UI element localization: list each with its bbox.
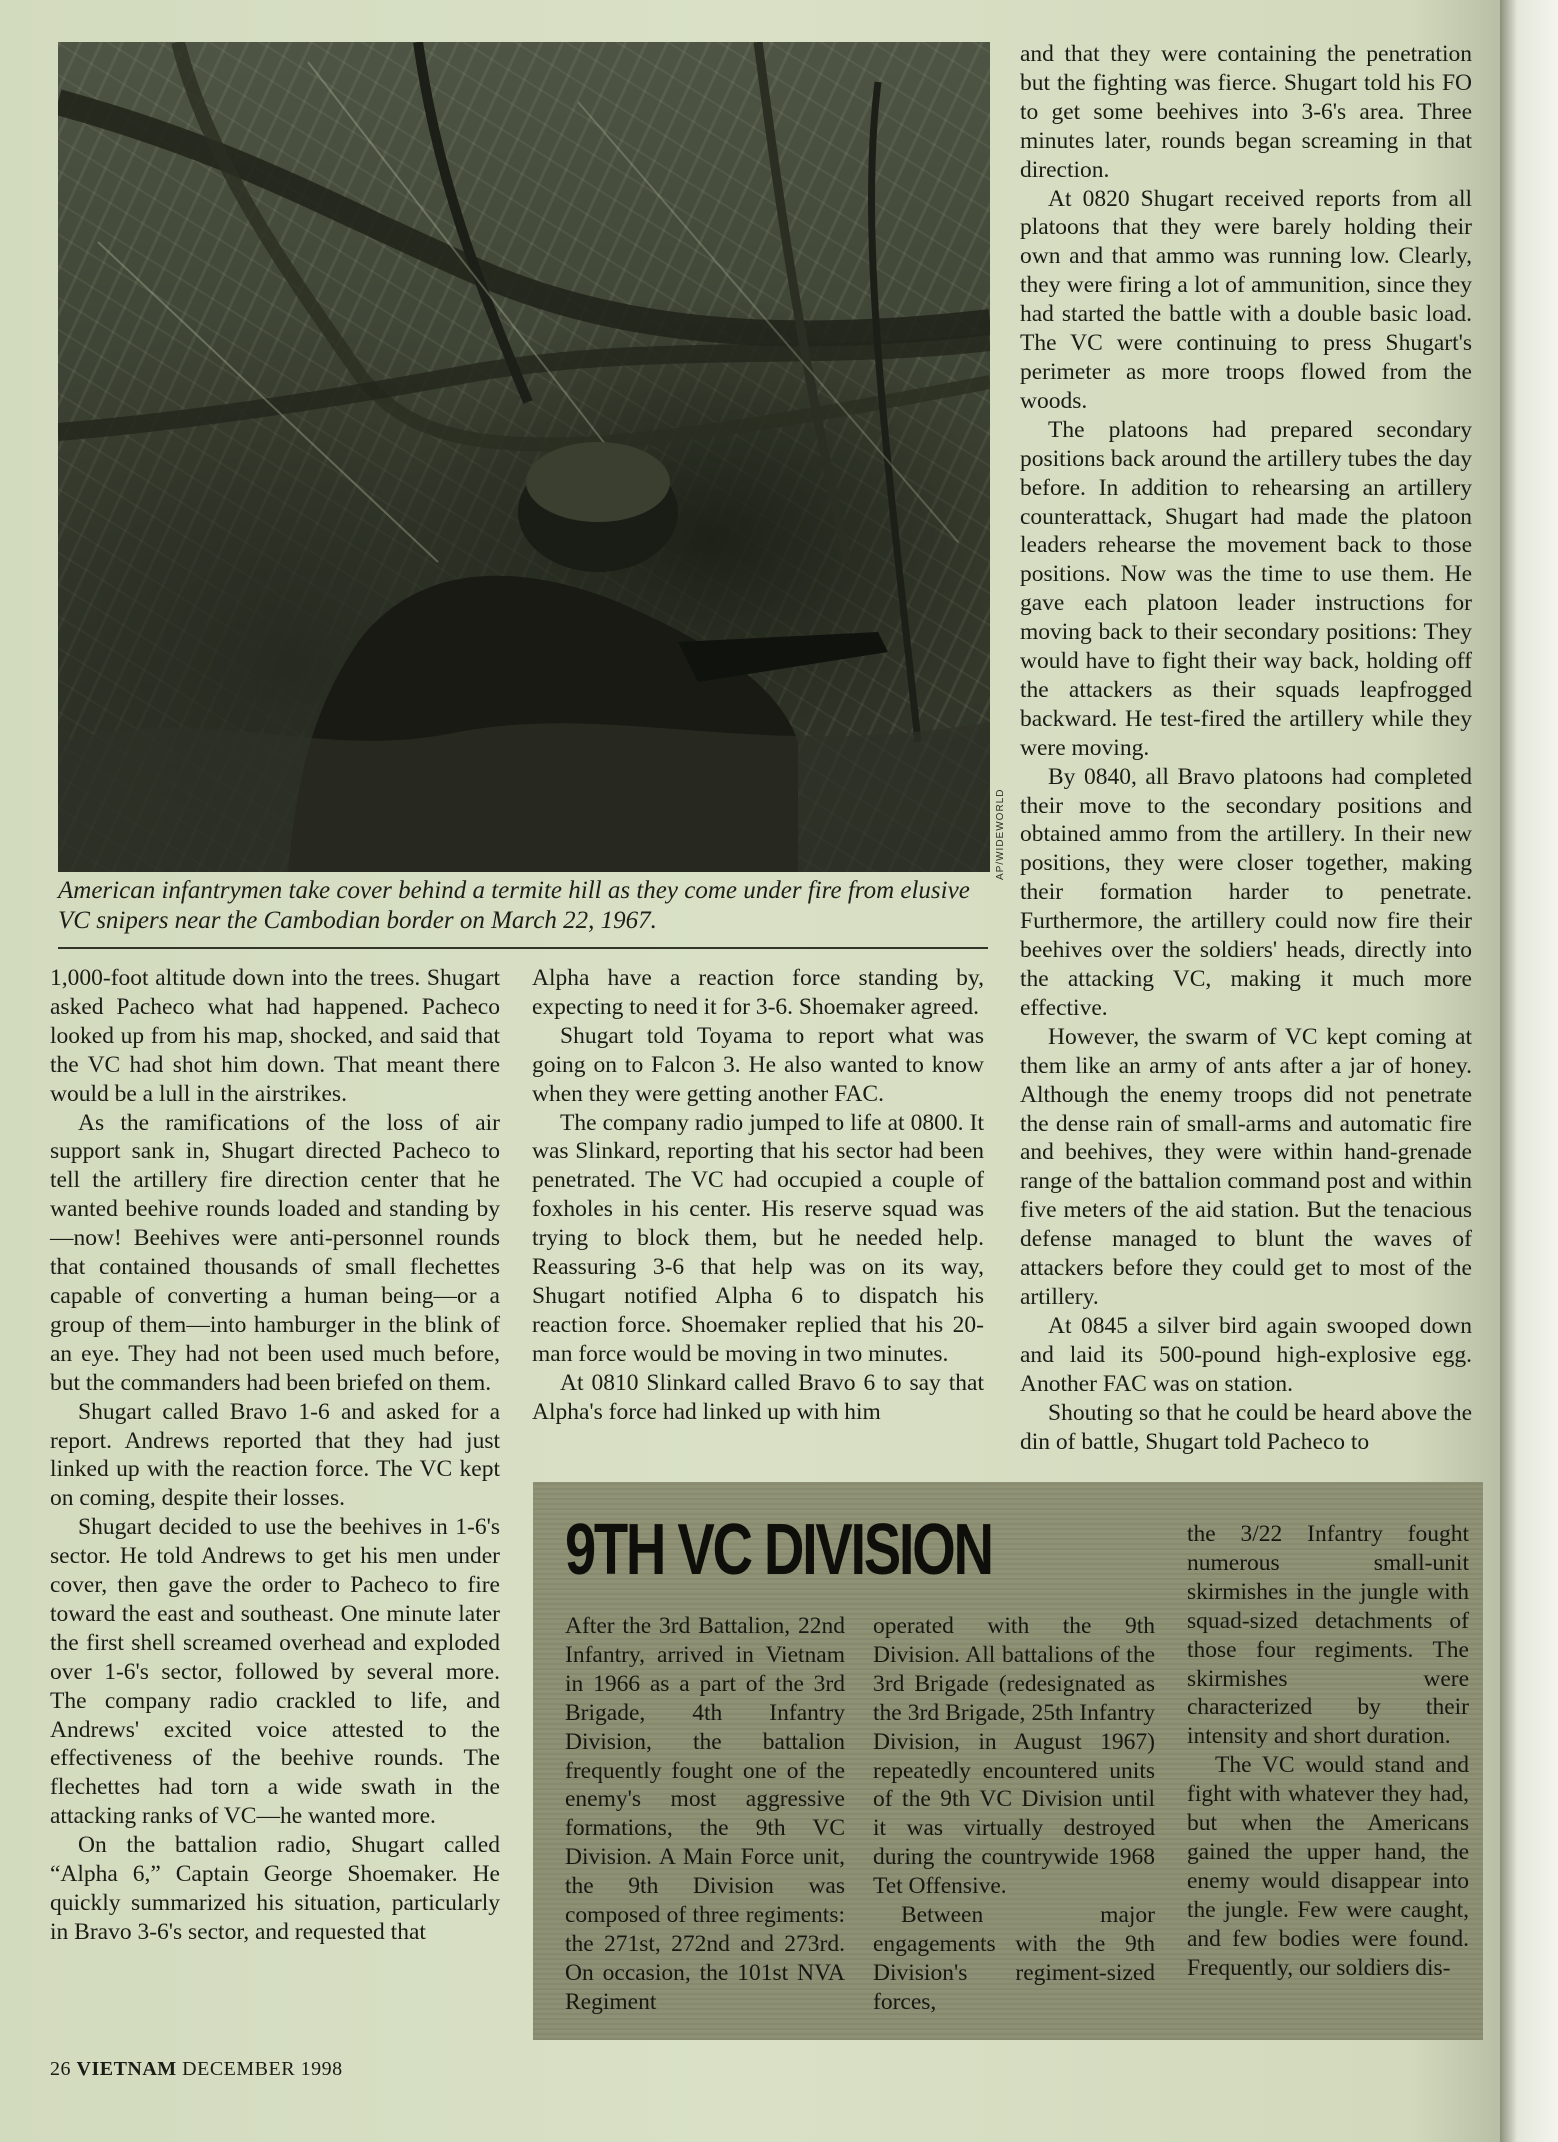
- article-column-right: [1020, 40, 1472, 1456]
- paragraph: On the battalion radio, Shugart called “Alpha 6,” Captain George Shoemaker. He quickly summarized his situation, particularly in Bravo 3-6's sector, and requested that: [50, 1832, 500, 1945]
- paragraph: By 0840, all Bravo platoons had completed their move to the secondary positions and obtained ammo from the artillery. In their new positions, they were closer together, making their formation harder to penetrate. Furthermore, the artillery could now fire their beehives over the soldiers' heads, directly into the attacking VC, making it much more effective.: [1020, 763, 1472, 1021]
- paragraph: The VC would stand and fight with whatever they had, but when the Americans gained the upper hand, the enemy would disappear into the jungle. Few were caught, and few bodies were found. Frequently, our soldiers dis-: [1187, 1752, 1469, 1981]
- paragraph: Shugart called Bravo 1-6 and asked for a report. Andrews reported that they had just linked up with the reaction force. The VC kept on coming, despite their losses.: [50, 1398, 500, 1512]
- sidebar-column-3: [1187, 1520, 1469, 1983]
- sidebar-box: [533, 1482, 1483, 2040]
- sidebar-column-1: [565, 1612, 845, 2017]
- paragraph: Alpha have a reaction force standing by, expecting to need it for 3-6. Shoemaker agreed.: [532, 965, 984, 1020]
- paragraph: At 0845 a silver bird again swooped down and laid its 500-pound high-explosive egg. Another FAC was on station.: [1020, 1312, 1472, 1397]
- photo-illustration: [58, 42, 990, 872]
- issue-date: DECEMBER 1998: [182, 2058, 343, 2080]
- photo-credit: AP/WIDEWORLD: [995, 788, 1006, 880]
- sidebar-title: 9TH VC DIVISION: [565, 1510, 992, 1590]
- article-column-2: [532, 964, 984, 1427]
- paragraph: At 0810 Slinkard called Bravo 6 to say that Alpha's force had linked up with him: [532, 1369, 984, 1425]
- article-column-1: [50, 964, 500, 1947]
- magazine-name: VIETNAM: [76, 2058, 177, 2080]
- paragraph: As the ramifications of the loss of air support sank in, Shugart directed Pacheco to tell the artillery fire direction center that he wanted beehive rounds loaded and standing by—now! Beehives were anti-personnel rounds that contained thousands of small flechettes capable of converting a human being—or a group of them—into hamburger in the blink of an eye. They had not been used much before, but the commanders had been briefed on them.: [50, 1109, 500, 1396]
- paragraph: At 0820 Shugart received reports from all platoons that they were barely holding their own and that ammo was running low. Clearly, they were firing a lot of ammunition, since they had started the battle with a double basic load. The VC were continuing to press Shugart's perimeter as more troops flowed from the woods.: [1020, 185, 1472, 414]
- paragraph: Shouting so that he could be heard above the din of battle, Shugart told Pacheco to: [1020, 1399, 1472, 1455]
- paragraph: operated with the 9th Division. All battalions of the 3rd Brigade (redesignated as the 3rd Brigade, 25th Infantry Division, in August 1967) repeatedly encountered units of the 9th VC Division until it was virtually destroyed during the countrywide 1968 Tet Offensive.: [873, 1613, 1155, 1900]
- paragraph: After the 3rd Battalion, 22nd Infantry, arrived in Vietnam in 1966 as a part of the 3rd Brigade, 4th Infantry Division, the battalion frequently fought one of the enemy's most aggressive formations, the 9th VC Division. A Main Force unit, the 9th Division was composed of three regiments: the 271st, 272nd and 273rd. On occasion, the 101st NVA Regiment: [565, 1613, 845, 2015]
- paragraph: Between major engagements with the 9th Division's regiment-sized forces,: [873, 1902, 1155, 2015]
- paragraph: However, the swarm of VC kept coming at them like an army of ants after a jar of honey. Although the enemy troops did not penetrate the dense rain of small-arms and automatic fire and beehives, they were within hand-grenade range of the battalion command post and within five meters of the aid station. But the tenacious defense managed to blunt the waves of attackers before they could get to most of the artillery.: [1020, 1023, 1472, 1310]
- page-number: 26: [50, 2058, 71, 2080]
- page-footer: [50, 2058, 343, 2081]
- paragraph: Shugart told Toyama to report what was going on to Falcon 3. He also wanted to know when they were getting another FAC.: [532, 1022, 984, 1107]
- paragraph: 1,000-foot altitude down into the trees. Shugart asked Pacheco what had happened. Pacheco looked up from his map, shocked, and said that the VC had shot him down. That meant there would be a lull in the airstrikes.: [50, 965, 500, 1107]
- caption-divider: [58, 947, 988, 949]
- paragraph: Shugart decided to use the beehives in 1-6's sector. He told Andrews to get his men under cover, then gave the order to Pacheco to fire toward the east and southeast. One minute later the first shell screamed overhead and exploded over 1-6's sector, followed by several more. The company radio crackled to life, and Andrews' excited voice attested to the effectiveness of the beehive rounds. The flechettes had torn a wide swath in the attacking ranks of VC—he wanted more.: [50, 1514, 500, 1830]
- sidebar-column-2: [873, 1612, 1155, 2017]
- paragraph: The company radio jumped to life at 0800. It was Slinkard, reporting that his sector had been penetrated. The VC had occupied a couple of foxholes in his center. His reserve squad was trying to block them, but he needed help. Reassuring 3-6 that help was on its way, Shugart notified Alpha 6 to dispatch his reaction force. Shoemaker replied that his 20-man force would be moving in two minutes.: [532, 1109, 984, 1367]
- paragraph: The platoons had prepared secondary positions back around the artillery tubes the day before. In addition to rehearsing an artillery counterattack, Shugart had made the platoon leaders rehearse the movement back to those positions. Now was the time to use them. He gave each platoon leader instructions for moving back to their secondary positions: They would have to fight their way back, holding off the attackers as their squads leapfrogged backward. He test-fired the artillery while they were moving.: [1020, 416, 1472, 761]
- photo-caption: American infantrymen take cover behind a termite hill as they come under fire from elusive VC snipers near the Cambodian border on March 22, 1967.: [58, 877, 970, 934]
- page-binding-edge: [1500, 0, 1558, 2142]
- paragraph: and that they were containing the penetration but the fighting was fierce. Shugart told his FO to get some beehives into 3-6's area. Three minutes later, rounds began screaming in that direction.: [1020, 41, 1472, 183]
- infantry-photo: [58, 42, 990, 872]
- paragraph: the 3/22 Infantry fought numerous small-unit skirmishes in the jungle with squad-sized detachments of those four regiments. The skirmishes were characterized by their intensity and short duration.: [1187, 1521, 1469, 1750]
